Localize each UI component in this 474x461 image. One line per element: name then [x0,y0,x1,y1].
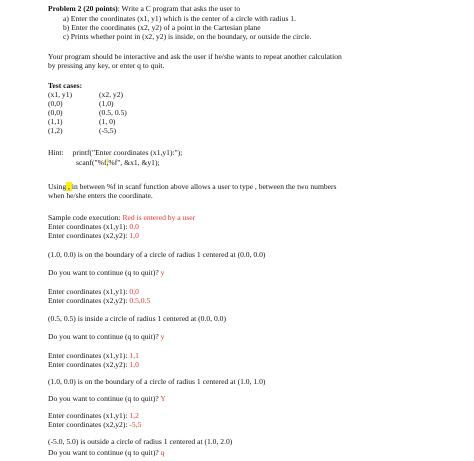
sample-continue-value: Y [160,394,166,403]
hint-scanf-highlight: , [106,158,109,167]
test-cell-x1y1: (1,1) [48,117,63,126]
sample-x2-line [48,420,141,429]
sample-result: (-5.0, 5.0) is outside a circle of radius 1 centered at (1.0, 2.0) [48,437,233,446]
sample-result: (1.0, 0.0) is on the boundary of a circle of radius 1 centered at (0.0, 0.0) [48,250,266,259]
problem-item-b: b) Enter the coordinates (x2, y2) of a point in the Cartesian plane [63,23,261,32]
sample-x2-value: 0.5,0.5 [129,296,151,305]
sample-x1-value: 0,0 [129,287,139,296]
test-cell-x2y2: (1,0) [99,99,114,108]
sample-x1-prompt: Enter coordinates (x1,y1): [48,411,130,420]
sample-x2-value: -5,5 [129,420,142,429]
sample-continue-prompt: Do you want to continue (q to quit)? [48,268,161,277]
problem-title: Problem 2 (20 points) [48,4,118,13]
sample-label-red: Red is entered by a user [122,213,196,222]
sample-x2-line [48,360,139,369]
sample-x2-prompt: Enter coordinates (x2,y2): [48,231,130,240]
sample-x2-line [48,296,150,305]
test-col1-header: (x1, y1) [48,90,73,99]
sample-result: (1.0, 0.0) is on the boundary of a circle of radius 1 centered at (1.0, 1.0) [48,377,266,386]
problem-title-line [48,4,240,13]
sample-x2-value: 1,0 [129,231,139,240]
problem-item-c: c) Prints whether point in (x2, y2) is inside, on the boundary, or outside the circle. [63,32,312,41]
sample-continue-prompt: Do you want to continue (q to quit)? [48,332,161,341]
hint-scanf-post: %f", &x1, &y1); [108,158,160,167]
sample-continue-line [48,448,164,457]
sample-x1-prompt: Enter coordinates (x1,y1): [48,351,130,360]
sample-x2-line [48,231,139,240]
sample-label: Sample code execution: [48,213,123,222]
sample-continue-value: q [160,448,165,457]
sample-x2-prompt: Enter coordinates (x2,y2): [48,420,130,429]
sample-x2-prompt: Enter coordinates (x2,y2): [48,296,130,305]
sample-continue-prompt: Do you want to continue (q to quit)? [48,394,161,403]
sample-continue-line [48,394,166,403]
test-cell-x2y2: (-5,5) [99,126,117,135]
using-line-1 [48,182,337,191]
sample-continue-line [48,268,164,277]
sample-x1-line [48,411,139,420]
sample-x2-value: 1,0 [129,360,139,369]
problem-item-a: a) Enter the coordinates (x1, y1) which is the center of a circle with radius 1. [63,14,296,23]
test-cell-x1y1: (1,2) [48,126,63,135]
interactive-line-1: Your program should be interactive and ask the user if he/she wants to repeat another calculation [48,52,342,61]
sample-continue-prompt: Do you want to continue (q to quit)? [48,448,161,457]
sample-continue-line [48,332,164,341]
hint-line-1 [48,148,182,157]
sample-x1-line [48,222,139,231]
test-cell-x1y1: (0,0) [48,99,63,108]
test-cases-heading: Test cases: [48,81,83,90]
interactive-line-2: by pressing any key, or enter q to quit. [48,61,165,70]
hint-scanf-pre: scanf("%f [76,158,107,167]
sample-x1-line [48,287,139,296]
sample-continue-value: y [160,332,165,341]
sample-result: (0.5, 0.5) is inside a circle of radius 1 centered at (0.0, 0.0) [48,314,226,323]
test-cell-x2y2: (0.5, 0.5) [99,108,127,117]
test-cell-x2y2: (1, 0) [99,117,116,126]
problem-intro: : Write a C program that asks the user to [117,4,241,13]
hint-line-2 [76,158,160,167]
test-cell-x1y1: (0,0) [48,108,63,117]
sample-x1-line [48,351,139,360]
sample-x1-prompt: Enter coordinates (x1,y1): [48,287,130,296]
using-highlight: , [66,182,72,191]
hint-printf: printf("Enter coordinates (x1,y1):"); [72,148,183,157]
sample-x1-value: 1,2 [129,411,139,420]
test-col2-header: (x2, y2) [99,90,124,99]
sample-x1-value: 0,0 [129,222,139,231]
sample-x1-prompt: Enter coordinates (x1,y1): [48,222,130,231]
sample-x1-value: 1,1 [129,351,139,360]
using-line-2: when he/she enters the coordinate. [48,191,153,200]
sample-label-line [48,213,195,222]
sample-x2-prompt: Enter coordinates (x2,y2): [48,360,130,369]
using-pre: Using [48,182,67,191]
using-post: in between %f in scanf function above allows a user to type , between the two numbers [71,182,337,191]
hint-label: Hint: [48,148,64,157]
sample-continue-value: y [160,268,165,277]
